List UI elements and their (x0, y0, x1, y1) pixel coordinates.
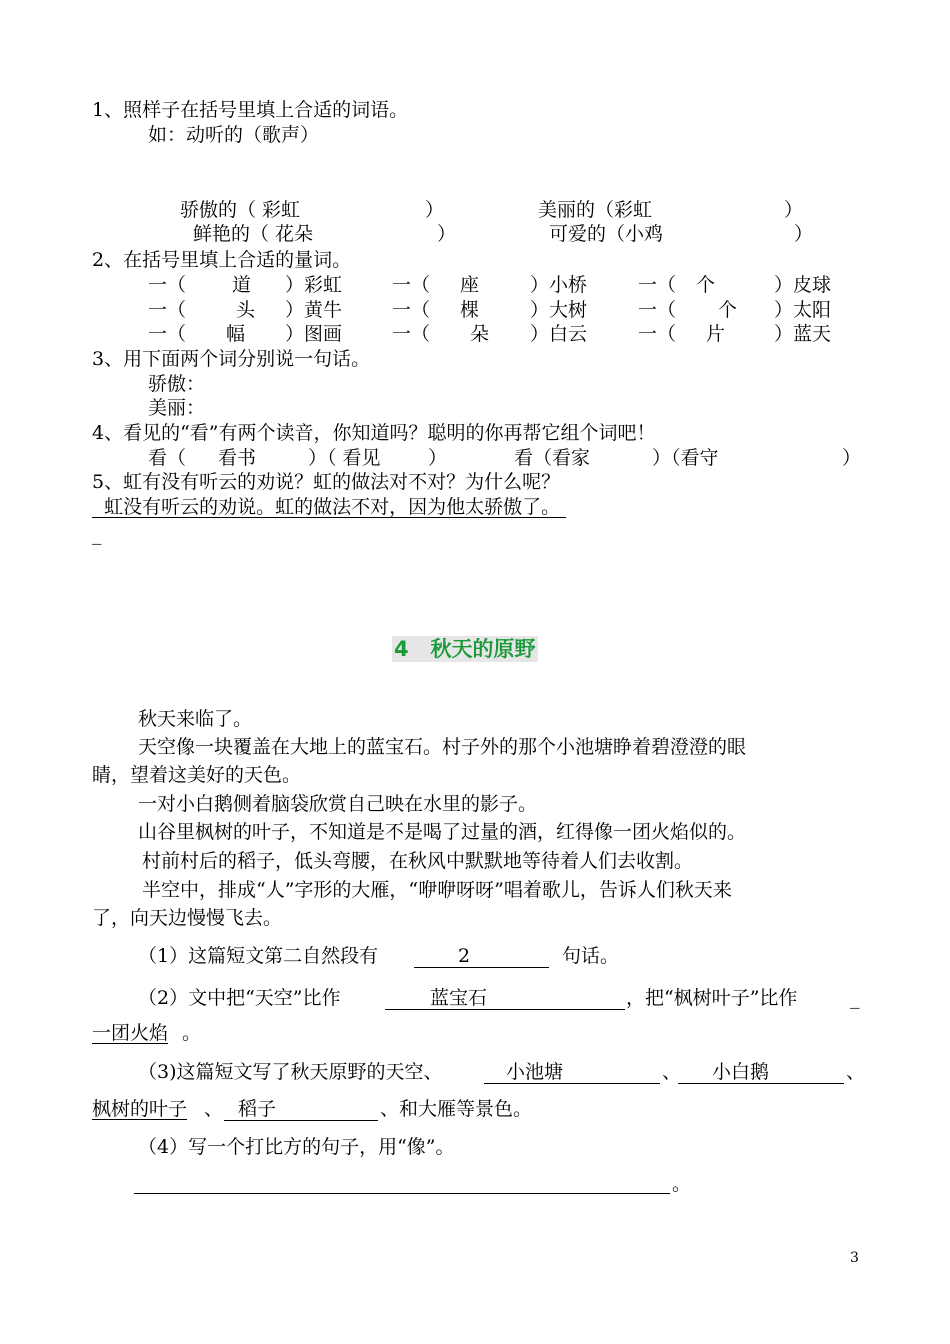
exercise-3-answer-1: 小池塘 (506, 1061, 564, 1083)
q5-answer: 虹没有听云的劝说。虹的做法不对，因为他太骄傲了。 (92, 496, 567, 518)
q2-close: ）皮球 (774, 274, 832, 296)
q2-open: 一（ (392, 323, 431, 345)
q2-answer: 个 (696, 274, 716, 296)
q2-close: ）图画 (285, 323, 343, 345)
exercise-2-end: 。 (182, 1022, 202, 1044)
q2-answer: 座 (460, 274, 480, 296)
exercise-1-blank (414, 966, 549, 968)
exercise-1-suffix: 句话。 (562, 945, 620, 967)
exercise-2-blank-1 (385, 1008, 625, 1010)
exercise-1-answer: 2 (458, 945, 471, 967)
q2-open: 一（ (392, 299, 431, 321)
q2-open: 一（ (148, 299, 187, 321)
exercise-4-end: 。 (672, 1173, 692, 1195)
passage-paragraph-3: 一对小白鹅侧着脑袋欣赏自己映在水里的影子。 (138, 793, 538, 815)
q2-close: ）彩虹 (285, 274, 343, 296)
passage-paragraph-1: 秋天来临了。 (138, 708, 253, 730)
q1-row2-a: 鲜艳的（ 花朵 (193, 223, 314, 245)
exercise-4-blank (134, 1192, 670, 1194)
exercise-3-answer-3: 枫树的叶子 (92, 1098, 188, 1120)
q2-close: ）大树 (530, 299, 588, 321)
q2-open: 一（ (638, 323, 677, 345)
passage-paragraph-2a: 天空像一块覆盖在大地上的蓝宝石。村子外的那个小池塘睁着碧澄澄的眼 (138, 736, 747, 758)
exercise-3-sep-1: 、 (662, 1061, 682, 1083)
q4-answer-1: 看书 (218, 447, 257, 469)
q5-tail: _ (92, 523, 102, 545)
q2-answer: 头 (236, 299, 256, 321)
exercise-2-tail: _ (850, 987, 860, 1009)
q2-open: 一（ (638, 299, 677, 321)
exercise-2-answer-2: 一团火焰 (92, 1022, 169, 1044)
exercise-3-answer-2: 小白鹅 (712, 1061, 770, 1083)
q1-row2-b-close: ） (794, 223, 814, 245)
passage-paragraph-6b: 了，向天边慢慢飞去。 (92, 907, 283, 929)
exercise-2-prompt: （2）文中把“天空”比作 (138, 987, 341, 1009)
exercise-4-prompt: （4）写一个打比方的句子，用“像”。 (138, 1136, 455, 1158)
q3-word-2: 美丽： (148, 397, 206, 419)
q1-row1-b-close: ） (784, 199, 804, 221)
exercise-2-answer-1: 蓝宝石 (430, 987, 488, 1009)
q4-kan-2: 看（看家 (514, 447, 591, 469)
q2-open: 一（ (148, 274, 187, 296)
exercise-3-answer-4: 稻子 (238, 1098, 277, 1120)
q2-open: 一（ (392, 274, 431, 296)
q3-word-1: 骄傲： (148, 373, 206, 395)
exercise-3-end: 、和大雁等景色。 (380, 1098, 533, 1120)
q2-open: 一（ (638, 274, 677, 296)
q2-answer: 片 (706, 323, 726, 345)
q2-close: ）小桥 (530, 274, 588, 296)
q2-close: ）蓝天 (774, 323, 832, 345)
q2-open: 一（ (148, 323, 187, 345)
q4-kan-1: 看（ (148, 447, 187, 469)
q1-row1-b: 美丽的（彩虹 (538, 199, 653, 221)
q1-heading: 1、照样子在括号里填上合适的词语。 (92, 99, 409, 121)
passage-paragraph-2b: 睛，望着这美好的天色。 (92, 764, 302, 786)
exercise-1-prompt: （1）这篇短文第二自然段有 (138, 945, 379, 967)
exercise-3-sep-2: 、 (846, 1061, 866, 1083)
q5-heading: 5、虹有没有听云的劝说？虹的做法对不对？为什么呢？ (92, 471, 561, 493)
q1-row1-a: 骄傲的（ 彩虹 (180, 199, 301, 221)
q4-heading: 4、看见的“看”有两个读音，你知道吗？聪明的你再帮它组个词吧！ (92, 422, 656, 444)
q1-row2-a-close: ） (437, 223, 457, 245)
q2-close: ）太阳 (774, 299, 832, 321)
passage-paragraph-4: 山谷里枫树的叶子，不知道是不是喝了过量的酒，红得像一团火焰似的。 (138, 821, 747, 843)
q1-row1-a-close: ） (425, 199, 445, 221)
q2-close: ）黄牛 (285, 299, 343, 321)
passage-paragraph-5: 村前村后的稻子，低头弯腰，在秋风中默默地等待着人们去收割。 (142, 850, 694, 872)
exercise-3-sep-3: 、 (204, 1098, 224, 1120)
q2-answer: 棵 (460, 299, 480, 321)
q2-answer: 道 (232, 274, 252, 296)
lesson-title: 4 秋天的原野 (394, 637, 536, 661)
passage-paragraph-6a: 半空中，排成“人”字形的大雁，“咿咿呀呀”唱着歌儿，告诉人们秋天来 (142, 879, 732, 901)
q1-row2-b: 可爱的（小鸡 (549, 223, 664, 245)
q2-close: ）白云 (530, 323, 588, 345)
exercise-2-middle: ，把“枫树叶子”比作 (626, 987, 798, 1009)
q3-heading: 3、用下面两个词分别说一句话。 (92, 348, 371, 370)
q4-close-1: ） (428, 447, 448, 469)
q4-close-2: ） (842, 447, 862, 469)
q2-heading: 2、在括号里填上合适的量词。 (92, 249, 352, 271)
page-number: 3 (850, 1250, 859, 1266)
q2-answer: 幅 (226, 323, 246, 345)
q4-answer-3: ）（看守 (652, 447, 719, 469)
q4-answer-2: ）（ 看见 (308, 447, 381, 469)
q2-answer: 朵 (470, 323, 490, 345)
q1-example: 如：动听的（歌声） (148, 124, 320, 146)
exercise-3-prompt: （3)这篇短文写了秋天原野的天空、 (138, 1061, 443, 1083)
q2-answer: 个 (718, 299, 738, 321)
